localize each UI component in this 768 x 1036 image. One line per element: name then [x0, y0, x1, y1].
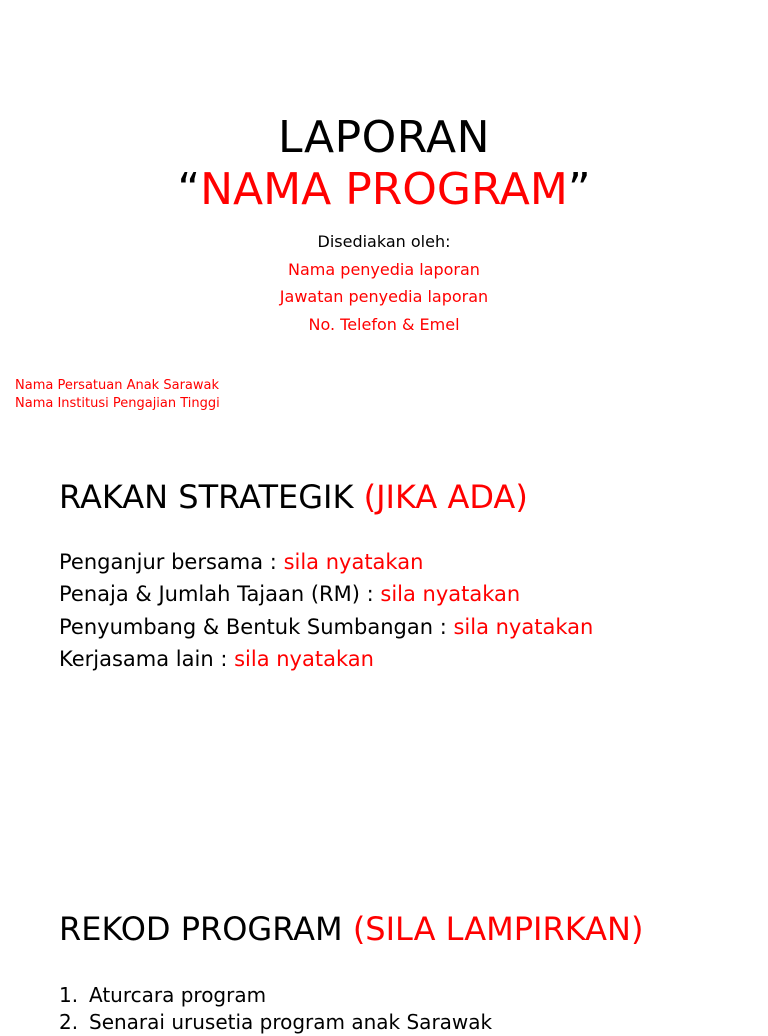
association-name: Nama Persatuan Anak Sarawak — [15, 378, 220, 393]
open-quote: “ — [177, 164, 201, 215]
preparer-name: Nama penyedia laporan — [288, 259, 480, 279]
report-title: LAPORAN — [277, 112, 491, 163]
program-record-list — [59, 982, 492, 1036]
preparer-position: Jawatan penyedia laporan — [279, 287, 489, 306]
list-item — [59, 611, 593, 643]
partner-value: sila nyatakan — [234, 647, 374, 672]
association-block — [15, 377, 220, 412]
strategic-partners-note: (JIKA ADA) — [363, 478, 528, 516]
institution-name: Nama Institusi Pengajian Tinggi — [15, 395, 220, 411]
list-item — [59, 982, 492, 1009]
partner-value: sila nyatakan — [283, 550, 424, 574]
list-item — [59, 578, 593, 610]
strategic-partners-title: RAKAN STRATEGIK — [59, 478, 364, 516]
partner-label: Kerjasama lain : — [59, 647, 235, 672]
program-record-heading — [59, 909, 643, 949]
program-record-note: (SILA LAMPIRKAN) — [352, 910, 644, 948]
list-text: Senarai urusetia program anak Sarawak — [89, 1010, 493, 1034]
list-item — [59, 546, 593, 578]
partner-label: Penyumbang & Bentuk Sumbangan : — [59, 614, 454, 639]
strategic-partners-heading — [59, 477, 528, 517]
partner-value: sila nyatakan — [453, 614, 594, 639]
report-title-block — [0, 112, 768, 216]
list-text: Aturcara program — [89, 983, 267, 1007]
list-number: 2. — [59, 1010, 79, 1034]
list-item — [59, 643, 593, 675]
list-number: 1. — [59, 983, 79, 1007]
program-name-line — [0, 164, 768, 216]
partner-value: sila nyatakan — [380, 582, 521, 607]
list-item — [59, 1009, 492, 1036]
program-record-title: REKOD PROGRAM — [59, 910, 353, 948]
preparer-contact: No. Telefon & Emel — [308, 314, 460, 334]
partner-label: Penaja & Jumlah Tajaan (RM) : — [59, 582, 381, 607]
close-quote: ” — [567, 164, 591, 215]
prepared-by-label: Disediakan oleh: — [317, 232, 451, 251]
prepared-by-block — [0, 228, 768, 338]
program-name: NAMA PROGRAM — [200, 164, 568, 215]
strategic-partners-list — [59, 546, 593, 676]
partner-label: Penganjur bersama : — [59, 550, 284, 574]
